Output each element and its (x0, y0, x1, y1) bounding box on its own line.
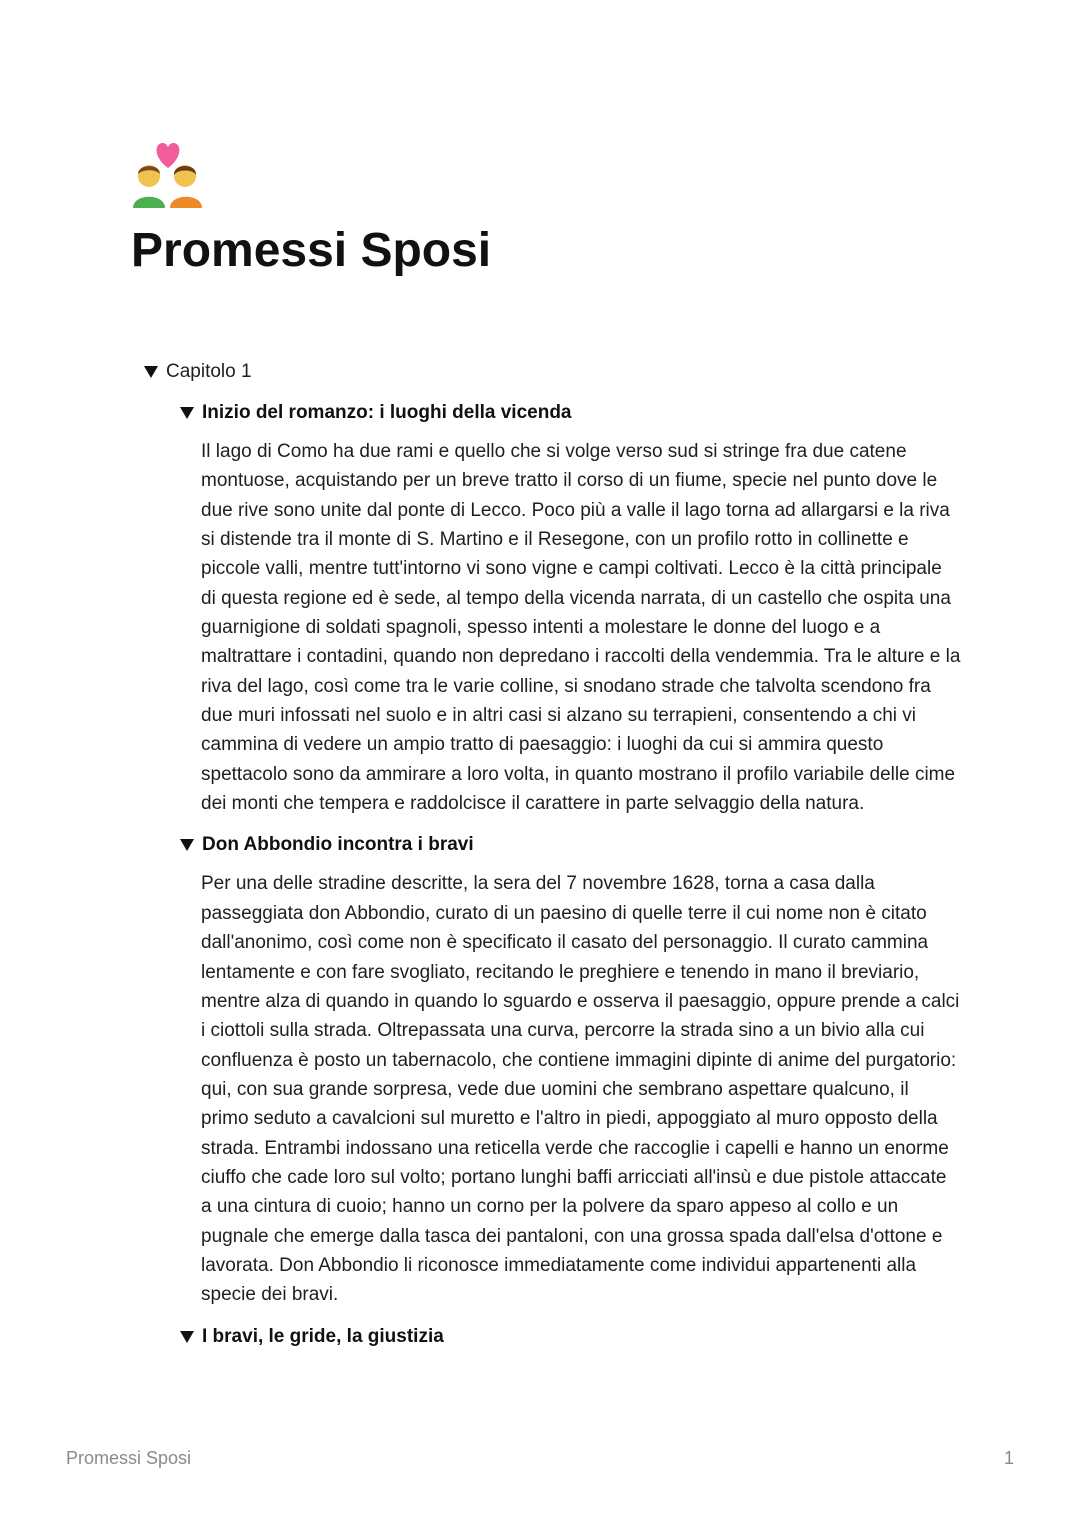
toggle-header-section-3[interactable] (180, 1323, 964, 1351)
toggle-arrow-icon[interactable] (180, 839, 194, 851)
section-heading: I bravi, le gride, la giustizia (202, 1325, 444, 1347)
page-title: Promessi Sposi (131, 224, 492, 277)
toggle-arrow-icon[interactable] (144, 366, 158, 378)
toggle-header-chapter-1[interactable] (144, 358, 964, 386)
chapter-title: Capitolo 1 (166, 361, 252, 382)
footer-page-number: 1 (1003, 1448, 1014, 1468)
toggle-section-2 (180, 831, 964, 1309)
toggle-header-section-2[interactable] (180, 831, 964, 859)
toggle-chapter-1 (144, 358, 964, 1351)
toggle-section-3 (180, 1323, 964, 1351)
toggle-arrow-icon[interactable] (180, 1331, 194, 1343)
toggle-header-section-1[interactable] (180, 399, 964, 427)
couple-with-heart-icon (130, 138, 206, 210)
footer-document-title: Promessi Sposi (66, 1448, 192, 1468)
section-heading: Don Abbondio incontra i bravi (202, 834, 474, 856)
section-heading: Inizio del romanzo: i luoghi della vicenda (202, 402, 572, 423)
toggle-section-1 (180, 399, 964, 818)
section-paragraph: Il lago di Como ha due rami e quello che si volge verso sud si stringe fra due catene montuose, acquistando per un breve tratto il corso di un fiume, specie nel punto dove le due rive sono unite dal ponte di Lecco. Poco più a valle il lago torna ad allargarsi e la riva si distende tra il monte di S. Martino e il Resegone, con un profilo rotto in collinette e piccole valli, mentre tutt'intorno vi sono vigne e campi coltivati. Lecco è la città principale di questa regione ed è sede, al tempo della vicenda narrata, di un castello che ospita una guarnigione di soldati spagnoli, spesso intenti a molestare le donne del luogo e a maltrattare i contadini, quando non depredano i raccolti della vendemmia. Tra le alture e la riva del lago, così come tra le varie colline, si snodano strade che talvolta scendono fra due muri infossati nel suolo e in altri casi si alzano su terrapieni, consentendo a chi vi cammina di vedere un ampio tratto di paesaggio: i luoghi da cui si ammira questo spettacolo sono da ammirare a loro volta, in quanto mostrano il profilo variabile delle cime dei monti che tempera e raddolcisce il carattere in parte selvaggio della natura. (201, 441, 961, 815)
section-paragraph: Per una delle stradine descritte, la sera del 7 novembre 1628, torna a casa dalla passeggiata don Abbondio, curato di un paesino di quelle terre il cui nome non è citato dall'anonimo, così come non è specificato il casato del personaggio. Il curato cammina lentamente e con fare svogliato, recitando le preghiere e tenendo in mano il breviario, mentre alza di quando in quando lo sguardo e osserva il paesaggio, oppure prende a calci i ciottoli sulla strada. Oltrepassata una curva, percorre la strada sino a un bivio alla cui confluenza è posto un tabernacolo, che contiene immagini dipinte di anime del purgatorio: qui, con sua grande sorpresa, vede due uomini che sembrano aspettare qualcuno, il primo seduto a cavalcioni sul muretto e l'altro in piedi, appoggiato al muro opposto della strada. Entrambi indossano una reticella verde che raccoglie i capelli e hanno un enorme ciuffo che cade loro sul volto; portano lunghi baffi arricciati all'insù e due pistole attaccate a una cintura di cuoio; hanno un corno per la polvere da sparo appeso al collo e un pugnale che emerge dalla tasca dei pantaloni, con una grossa spada dall'elsa d'ottone e lavorata. Don Abbondio li riconosce immediatamente come individui appartenenti alla specie dei bravi. (201, 873, 960, 1306)
toggle-arrow-icon[interactable] (180, 407, 194, 419)
